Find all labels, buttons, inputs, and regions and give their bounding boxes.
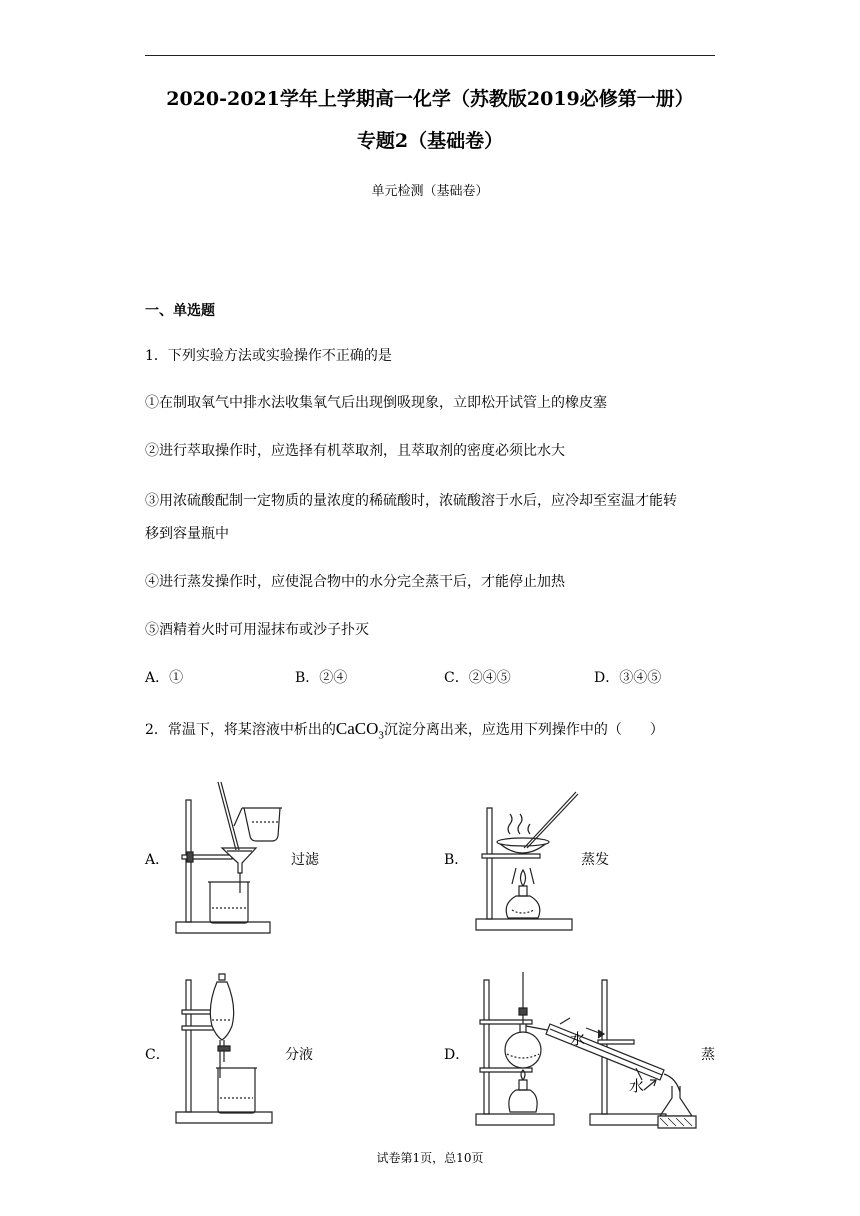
question-1-item-4: ④进行蒸发操作时，应使混合物中的水分完全蒸干后，才能停止加热 [145,574,565,590]
separatory-funnel-apparatus-image [172,970,282,1130]
question-1-item-3: ③用浓硫酸配制一定物质的量浓度的稀硫酸时，浓硫酸溶于水后，应冷却至室温才能转 [145,493,677,509]
chemical-formula [335,719,384,742]
question-2-option-a-caption: 过滤 [291,852,319,868]
question-1-stem: 1．下列实验方法或实验操作不正确的是 [145,348,392,364]
evaporation-apparatus-image [472,788,582,936]
option-letter: A． [145,670,170,686]
option-letter: B． [295,670,320,686]
option-letter: C． [444,670,469,686]
option-text: ②④ [319,670,348,686]
question-1-option-b[interactable] [295,667,347,687]
question-1-item-1: ①在制取氧气中排水法收集氧气后出现倒吸现象，立即松开试管上的橡皮塞 [145,395,607,411]
formula-main: CaCO [335,719,379,738]
header-rule [145,55,715,56]
option-text: ②④⑤ [468,670,511,686]
option-letter: D． [594,670,620,686]
option-text: ③④⑤ [619,670,662,686]
distillation-apparatus-image [468,966,708,1130]
water-outlet-label: 水 [629,1077,645,1095]
formula-subscript: 3 [378,729,384,742]
question-2-option-a-label[interactable]: A． [145,852,170,868]
question-1-option-c[interactable] [444,667,511,687]
page-subtitle: 专题2（基础卷） [356,130,504,152]
question-2-option-c-label[interactable]: C． [145,1047,170,1063]
section-heading: 一、单选题 [145,303,215,319]
question-2-stem-tail: 沉淀分离出来，应选用下列操作中的（ ） [383,722,664,738]
page-footer: 试卷第1页，总10页 [376,1151,484,1165]
question-2-option-b-caption: 蒸发 [581,852,609,868]
question-2-option-d-label[interactable]: D． [444,1047,470,1063]
question-1-item-3-cont: 移到容量瓶中 [145,526,229,542]
water-inlet-label: 水 [570,1030,586,1048]
filtration-apparatus-image [172,778,282,938]
question-2-stem [145,719,664,741]
question-1-item-5: ⑤酒精着火时可用湿抹布或沙子扑灭 [145,622,369,638]
page-subheading: 单元检测（基础卷） [371,184,489,199]
question-2-option-b-label[interactable]: B． [444,852,469,868]
question-1-option-a[interactable] [145,667,183,687]
question-1-option-d[interactable] [594,667,661,687]
question-2-option-d-caption: 蒸 [701,1047,715,1063]
question-2-option-c-caption: 分液 [285,1047,313,1063]
question-1-item-2: ②进行萃取操作时，应选择有机萃取剂，且萃取剂的密度必须比水大 [145,443,565,459]
option-text: ① [169,670,184,686]
page-title: 2020-2021学年上学期高一化学（苏教版2019必修第一册） [166,88,694,110]
question-2-stem-text: 2．常温下，将某溶液中析出的 [145,722,336,738]
